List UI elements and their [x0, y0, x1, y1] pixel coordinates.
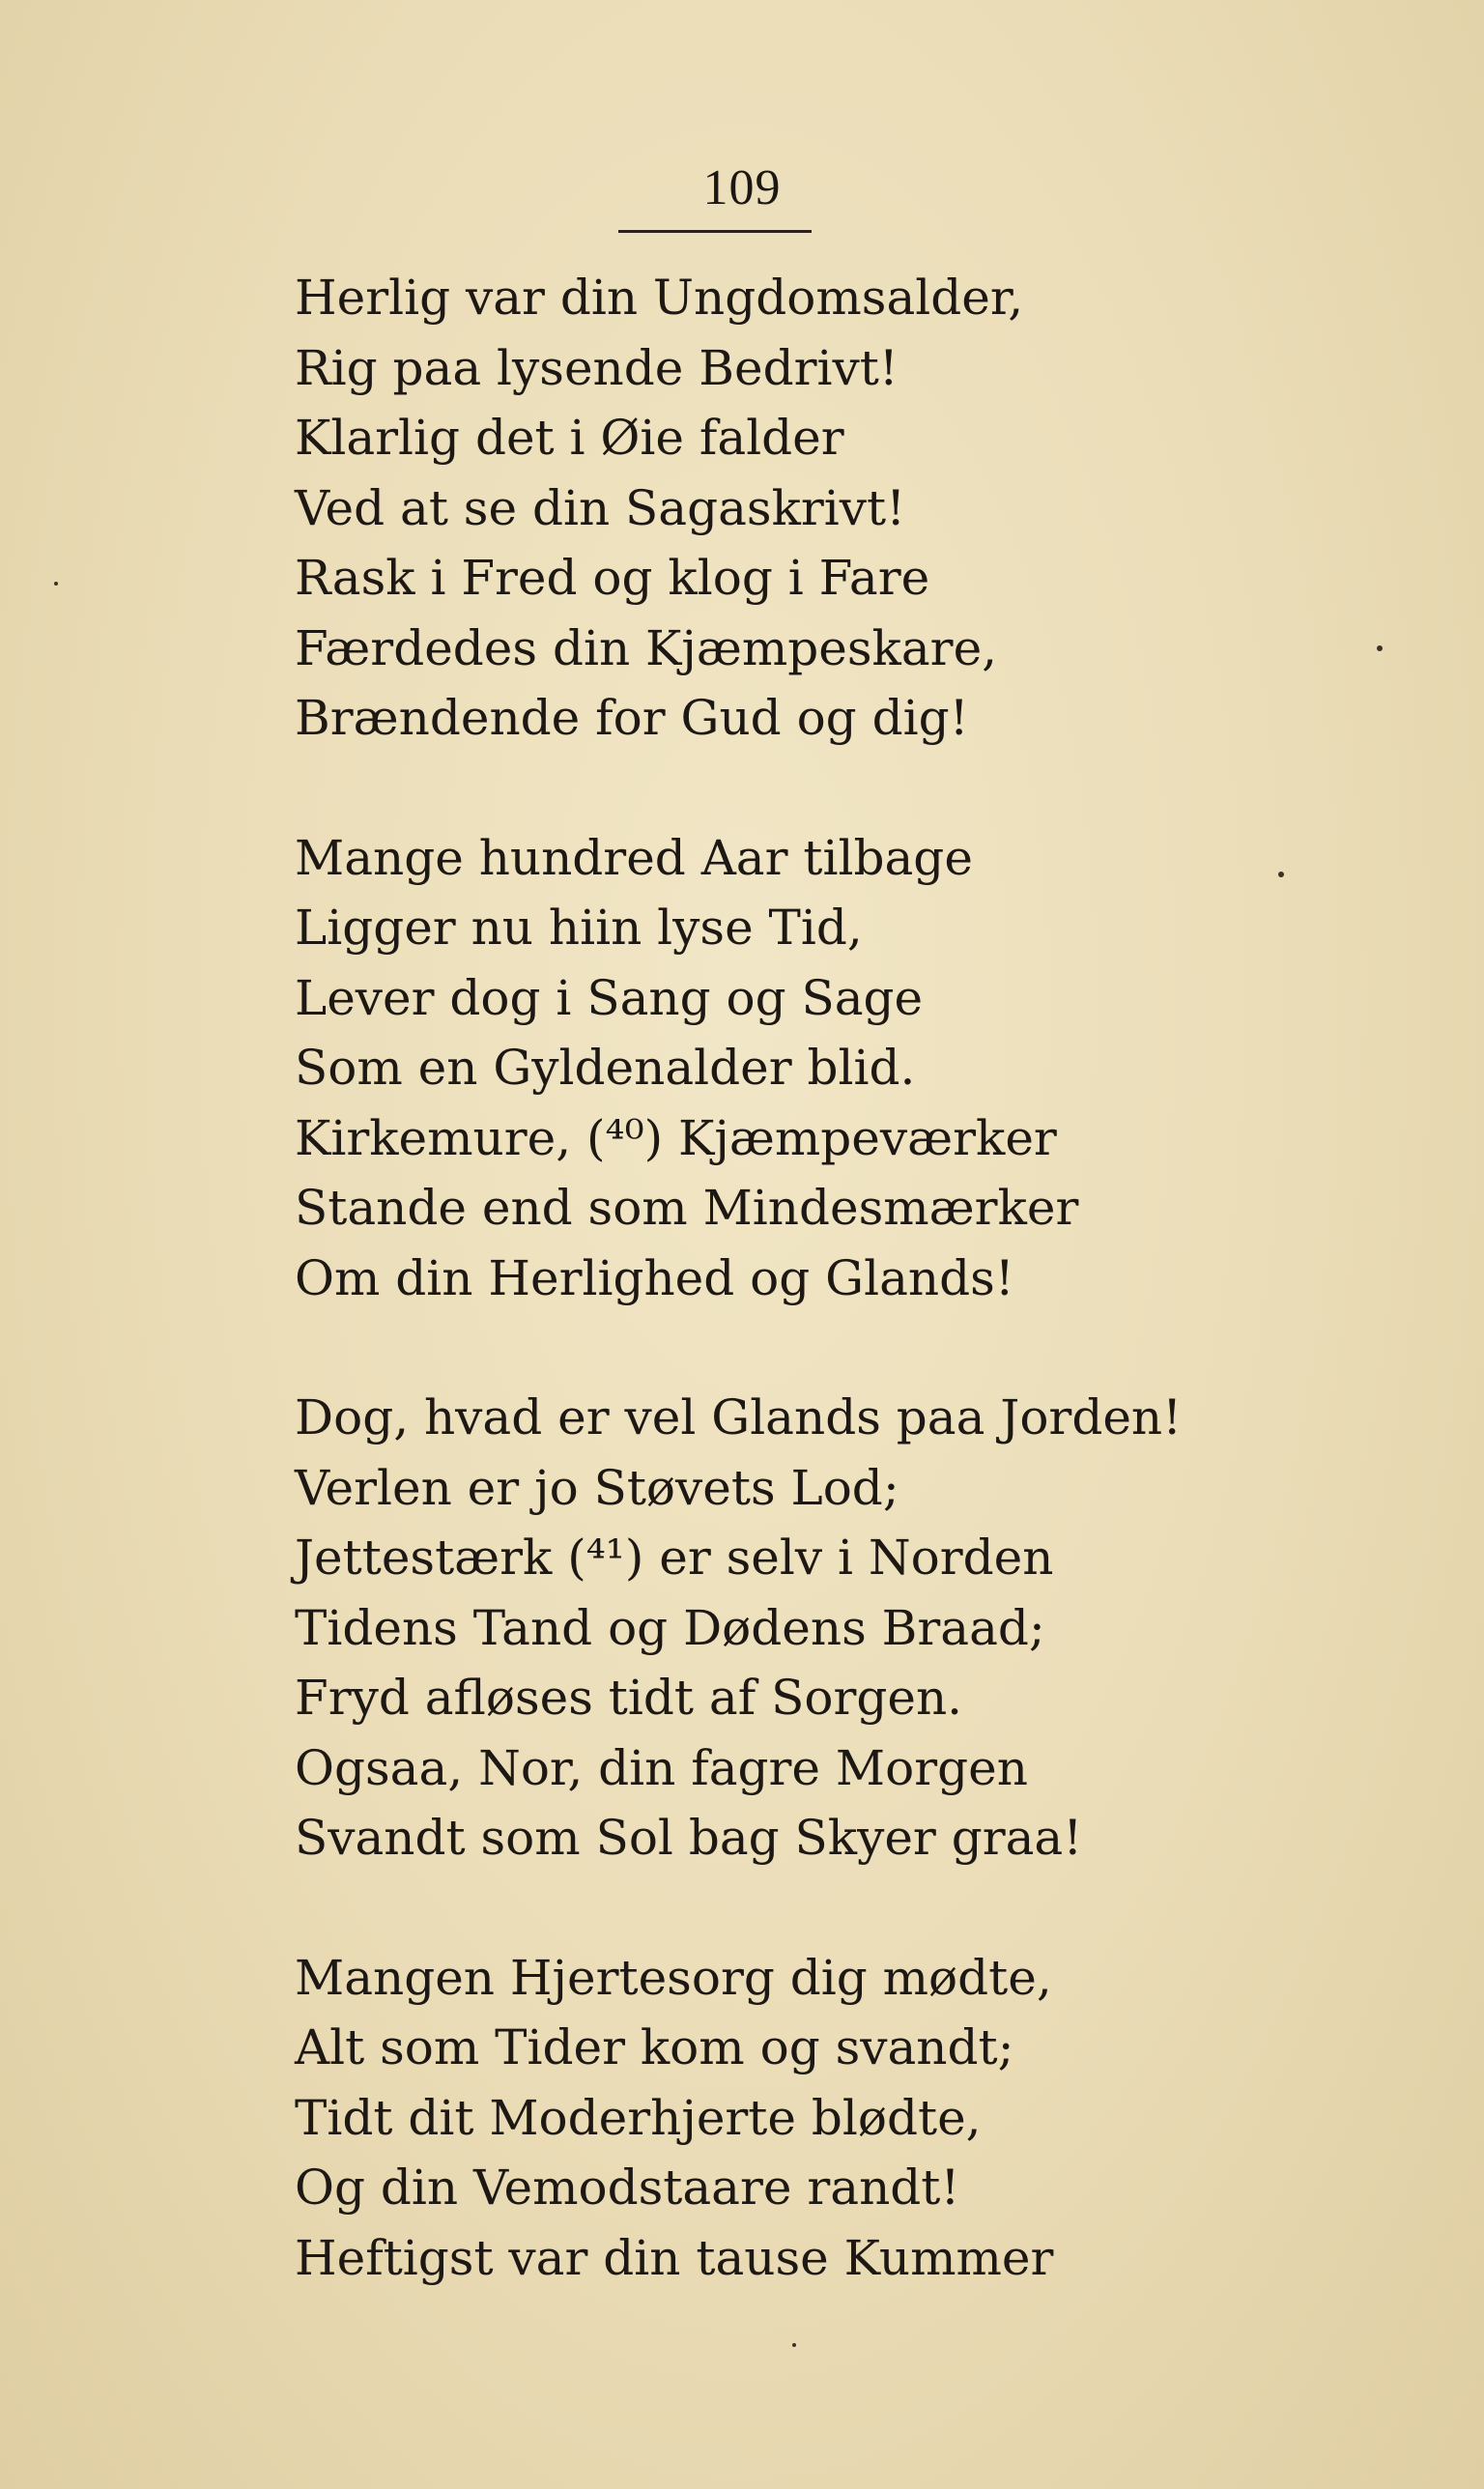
poem-line: Som en Gyldenalder blid.	[295, 1040, 916, 1096]
poem-line: Ligger nu hiin lyse Tid,	[295, 900, 863, 956]
poem-line: Heftigst var din tause Kummer	[295, 2229, 1054, 2286]
poem-line: Mangen Hjertesorg dig mødte,	[295, 1949, 1052, 2006]
stanza-1	[295, 263, 1261, 754]
header-rule	[618, 230, 812, 233]
poem-line: Rask i Fred og klog i Fare	[295, 550, 930, 606]
stanza-3	[295, 1383, 1261, 1874]
poem-line: Herlig var din Ungdomsalder,	[295, 270, 1024, 326]
poem	[295, 263, 1261, 2362]
poem-line: Jettestærk (⁴¹) er selv i Norden	[295, 1530, 1054, 1586]
poem-line: Dog, hvad er vel Glands paa Jorden!	[295, 1389, 1183, 1445]
poem-line: Lever dog i Sang og Sage	[295, 969, 924, 1026]
poem-line: Kirkemure, (⁴⁰) Kjæmpeværker	[295, 1109, 1057, 1166]
page-number: 109	[702, 160, 782, 215]
poem-line: Tidt dit Moderhjerte blødte,	[295, 2089, 982, 2146]
poem-line: Og din Vemodstaare randt!	[295, 2160, 960, 2216]
poem-line: Om din Herlighed og Glands!	[295, 1249, 1014, 1306]
poem-line: Tidens Tand og Dødens Braad;	[295, 1599, 1045, 1656]
poem-line: Rig paa lysende Bedrivt!	[295, 339, 899, 396]
stanza-4	[295, 1943, 1261, 2294]
poem-line: Mange hundred Aar tilbage	[295, 829, 973, 886]
poem-line: Alt som Tider kom og svandt;	[295, 2019, 1014, 2075]
poem-line: Stande end som Mindesmærker	[295, 1180, 1079, 1236]
poem-line: Ved at se din Sagaskrivt!	[295, 479, 906, 536]
poem-line: Verlen er jo Støvets Lod;	[295, 1459, 899, 1516]
poem-line: Brændende for Gud og dig!	[295, 690, 969, 746]
poem-line: Fryd afløses tidt af Sorgen.	[295, 1670, 963, 1726]
poem-line: Færdedes din Kjæmpeskare,	[295, 619, 998, 676]
poem-line: Ogsaa, Nor, din fagre Morgen	[295, 1739, 1028, 1796]
stanza-2	[295, 823, 1261, 1314]
poem-line: Klarlig det i Øie falder	[295, 410, 844, 466]
poem-line: Svandt som Sol bag Skyer graa!	[295, 1810, 1083, 1866]
